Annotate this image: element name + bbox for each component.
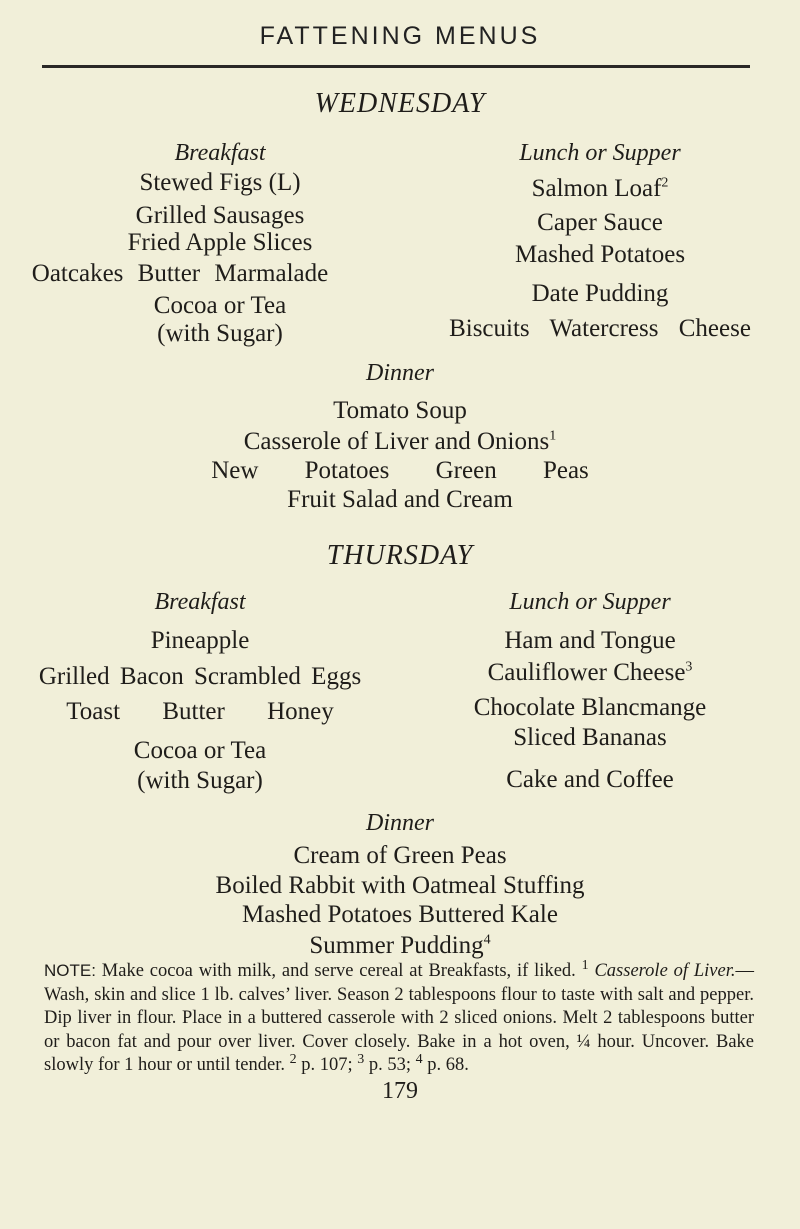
wednesday-breakfast-item-4: Oatcakes Butter Marmalade (31, 260, 329, 287)
wednesday-breakfast-item-6: (with Sugar) (157, 320, 283, 347)
thursday-breakfast-item-3: Toast Butter Honey (66, 698, 334, 725)
thursday-breakfast-item-1: Pineapple (150, 627, 250, 654)
running-head: FATTENING MENUS (259, 22, 541, 50)
note-ref-2: p. 107; (301, 1055, 353, 1075)
note-lead: NOTE: (44, 961, 96, 980)
wednesday-dinner-item-2 (0, 429, 800, 454)
note-dash: — (735, 961, 754, 981)
wednesday-lunch-item-4: Date Pudding (531, 280, 669, 307)
thursday-heading: THURSDAY (326, 540, 474, 571)
thursday-breakfast-item-4: Cocoa or Tea (133, 737, 267, 764)
wednesday-lunch-item-3: Mashed Potatoes (514, 241, 686, 268)
wednesday-breakfast-item-2: Grilled Sausages (135, 202, 305, 229)
thursday-breakfast-item-5: (with Sugar) (137, 767, 263, 794)
note-mark-3: 3 (357, 1051, 365, 1067)
wednesday-breakfast-item-3: Fried Apple Slices (127, 229, 313, 256)
note-text-2: Wash, skin and slice 1 lb. calves’ liver. Season 2 tablespoons flour to taste with salt and pepper. Dip liver in flour. Place in a buttered casserole with 2 sliced onions. Melt 2 tablespoons butter or bacon fat and pour over liver. Cover closely. Bake in a hot oven, ¼ hour. Uncover. Bake slowly for 1 hour or until tender. (44, 984, 754, 1075)
note-mark-2: 2 (289, 1051, 297, 1067)
thursday-dinner-item-1: Cream of Green Peas (293, 842, 507, 869)
note-ref-3: p. 53; (368, 1055, 412, 1075)
wednesday-lunch-item-1-text: Salmon Loaf (531, 175, 662, 202)
footnote-mark-4: 4 (483, 932, 491, 948)
footnote-mark-2: 2 (661, 175, 669, 191)
thursday-breakfast-item-2: Grilled Bacon Scrambled Eggs (38, 663, 362, 690)
note-ref-4: p. 68. (427, 1055, 469, 1075)
wednesday-lunch-item-2: Caper Sauce (537, 209, 663, 236)
thursday-lunch-item-4: Sliced Bananas (513, 724, 667, 751)
wednesday-dinner-item-1: Tomato Soup (333, 397, 467, 424)
header-rule (42, 65, 750, 68)
footnote-mark-1: 1 (549, 428, 557, 444)
note-recipe-title: Casserole of Liver. (594, 961, 736, 981)
wednesday-breakfast-item-5: Cocoa or Tea (153, 292, 287, 319)
wednesday-breakfast-title: Breakfast (174, 140, 266, 166)
thursday-lunch-item-3: Chocolate Blancmange (473, 694, 707, 721)
thursday-lunch-item-2 (420, 660, 760, 685)
wednesday-dinner-title: Dinner (366, 360, 434, 386)
thursday-dinner-item-2: Boiled Rabbit with Oatmeal Stuffing (215, 872, 585, 899)
note-mark-1: 1 (581, 957, 589, 973)
thursday-dinner-item-4-text: Summer Pudding (309, 932, 484, 959)
thursday-lunch-title: Lunch or Supper (509, 589, 671, 615)
wednesday-dinner-item-3: New Potatoes Green Peas (211, 457, 589, 484)
wednesday-dinner-item-2-text: Casserole of Liver and Onions (243, 428, 550, 455)
page-number: 179 (382, 1078, 418, 1104)
wednesday-lunch-item-5: Biscuits Watercress Cheese (449, 315, 751, 342)
thursday-lunch-item-2-text: Cauliflower Cheese (487, 659, 686, 686)
footnote-mark-3: 3 (685, 659, 693, 675)
thursday-lunch-item-1: Ham and Tongue (504, 627, 676, 654)
thursday-dinner-title: Dinner (366, 810, 434, 836)
wednesday-heading: WEDNESDAY (314, 88, 486, 119)
thursday-dinner-item-3: Mashed Potatoes Buttered Kale (242, 901, 558, 928)
wednesday-lunch-title: Lunch or Supper (519, 140, 681, 166)
note-mark-4: 4 (415, 1051, 423, 1067)
thursday-dinner-item-4 (0, 933, 800, 958)
thursday-lunch-item-5: Cake and Coffee (506, 766, 674, 793)
note-text-1: Make cocoa with milk, and serve cereal at Breakfasts, if liked. (101, 961, 576, 981)
wednesday-dinner-item-4: Fruit Salad and Cream (287, 486, 513, 513)
wednesday-breakfast-item-1: Stewed Figs (L) (139, 169, 301, 196)
footnote-paragraph (44, 959, 754, 1078)
wednesday-lunch-item-1 (440, 176, 760, 201)
thursday-breakfast-title: Breakfast (154, 589, 246, 615)
